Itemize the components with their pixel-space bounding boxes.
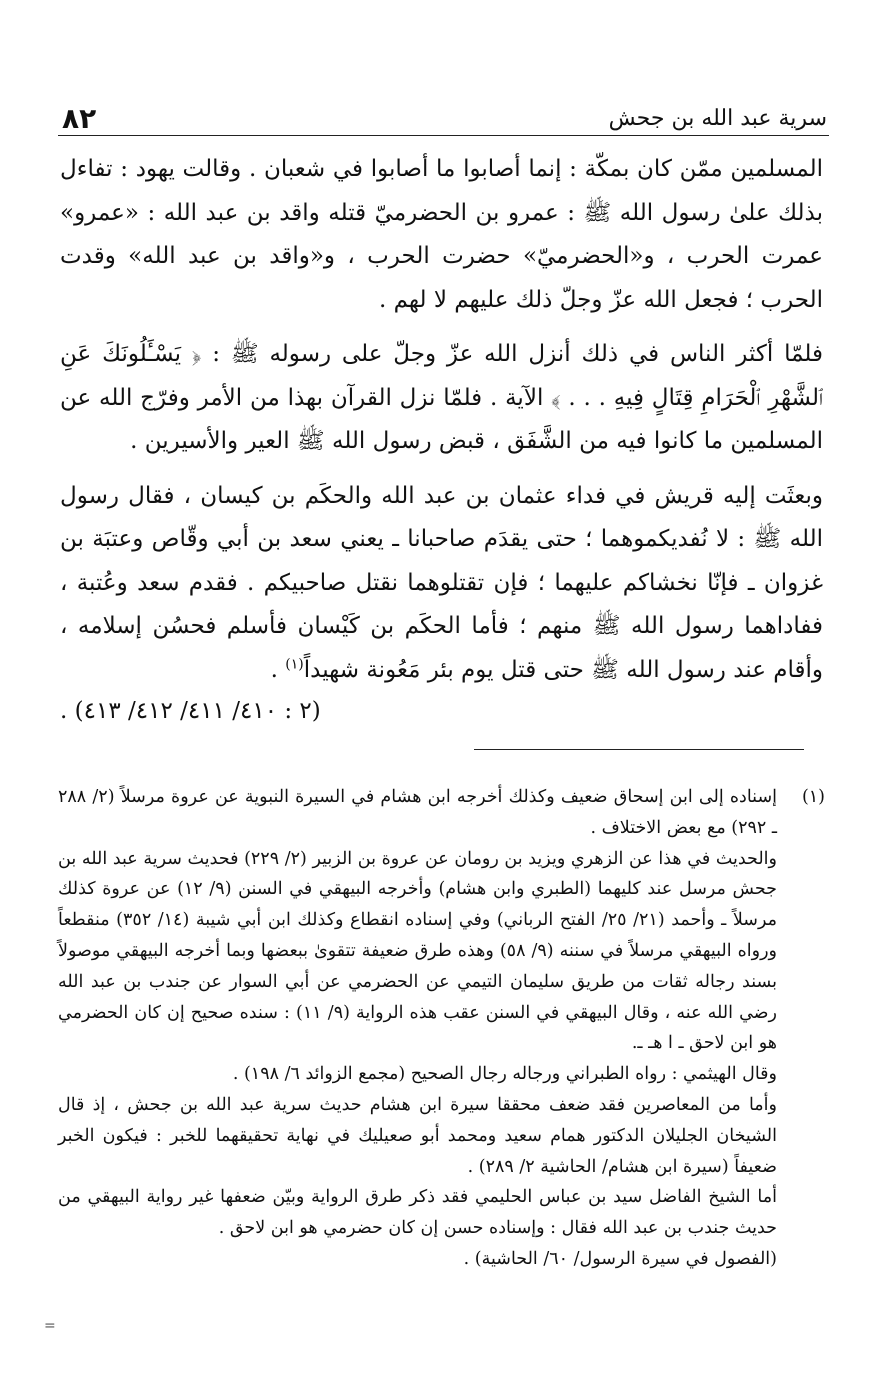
- main-text: [60, 148, 823, 734]
- footnote-body: [58, 782, 777, 1275]
- footnote-paragraph: أما الشيخ الفاضل سيد بن عباس الحليمي فقد ذكر طرق الرواية وبيّن ضعفها غير رواية البيهقي من حديث جندب بن عبد الله فقال : وإسناده حسن إن كان حضرمي هو ابن لاحق .: [58, 1187, 777, 1239]
- footnote-divider: [474, 749, 804, 750]
- footnote-reference[interactable]: (١): [285, 655, 304, 672]
- footnote-marker: (١): [801, 787, 825, 807]
- page-number: ٨٢: [62, 102, 97, 135]
- header-divider: [58, 135, 829, 136]
- footnote-paragraph: والحديث في هذا عن الزهري ويزيد بن رومان عن عروة بن الزبير (٢/ ٢٢٩) فحديث سرية عبد الله بن جحش مرسل عند كليهما (الطبري وابن هشام) وأخرجه البيهقي في السنن (٩/ ١٢) عن عروة كذلك مرسلاً ـ وأحمد (٢١/ ٢٥/ الفتح الرباني) وفي إسناده انقطاع وكذلك ابن أبي شيبة (١٤/ ٣٥٢) منقطعاً ورواه البيهقي مرسلاً في سننه (٩/ ٥٨) وهذه طرق ضعيفة تتقوىٰ ببعضها وبما أخرجه البيهقي موصولاً بسند رجاله ثقات من طريق سليمان التيمي عن الحضرمي عن أبي السوار عن جندب بن عبد الله رضي الله عنه ، وقال البيهقي في السنن عقب هذه الرواية (٩/ ١١) : سنده صحيح إن كان الحضرمي هو ابن لاحق ـ ا هـ ـ.: [58, 848, 777, 1054]
- page-header: [62, 92, 827, 136]
- paragraph-2: فلمّا أكثر الناس في ذلك أنزل الله عزّ وجلّ على رسوله ﷺ : ﴿ يَسْـَٔلُونَكَ عَنِ ٱلشَّهْرِ ٱلْحَرَامِ قِتَالٍ فِيهِ . . . ﴾ الآية . فلمّا نزل القرآن بهذا من الأمر وفرّج الله عن المسلمين ما كانوا فيه من الشَّفَق ، قبض رسول الله ﷺ العير والأسيرين .: [60, 341, 823, 454]
- footnote-paragraph: (الفصول في سيرة الرسول/ ٦٠/ الحاشية) .: [463, 1248, 777, 1269]
- paragraph-3-text: وبعثَت إليه قريش في فداء عثمان بن عبد الله والحكَم بن كيسان ، فقال رسول الله ﷺ : لا نُفديكموهما ؛ حتى يقدَم صاحبانا ـ يعني سعد بن أبي وقّاص وعتبَة بن غزوان ـ فإنّا نخشاكم عليهما ؛ فإن تقتلوهما نقتل صاحبيكم . فقدم سعد وعُتبة ، ففاداهما رسول الله ﷺ منهم ؛ فأما الحكَم بن كَيْسان فأسلم فحسُن إسلامه ، وأقام عند رسول الله ﷺ حتى قتل يوم بئر مَعُونة شهيداً: [60, 482, 823, 683]
- paragraph-1: المسلمين ممّن كان بمكّة : إنما أصابوا ما أصابوا في شعبان . وقالت يهود : تفاءل بذلك علىٰ رسول الله ﷺ : عمرو بن الحضرميّ قتله واقد بن عبد الله : «عمرو» عمرت الحرب ، و«الحضرميّ» حضرت الحرب ، و«واقد بن عبد الله» وقدت الحرب ؛ فجعل الله عزّ وجلّ ذلك عليهم لا لهم .: [60, 156, 823, 313]
- paragraph-3: وبعثَت إليه قريش في فداء عثمان بن عبد الله والحكَم بن كيسان ، فقال رسول الله ﷺ : لا نُفديكموهما ؛ حتى يقدَم صاحبانا ـ يعني سعد بن أبي وقّاص وعتبَة بن غزوان ـ فإنّا نخشاكم عليهما ؛ فإن تقتلوهما نقتل صاحبيكم . فقدم سعد وعُتبة ، ففاداهما رسول الله ﷺ منهم ؛ فأما الحكَم بن كَيْسان فأسلم فحسُن إسلامه ، وأقام عند رسول الله ﷺ حتى قتل يوم بئر مَعُونة شهيداً$^{(١)}$ .: [60, 482, 823, 683]
- volume-page-citation: (٢ : ٤١٠/ ٤١١/ ٤١٢/ ٤١٣) .: [60, 698, 321, 724]
- footnote-paragraph: إسناده إلى ابن إسحاق ضعيف وكذلك أخرجه ابن هشام في السيرة النبوية عن عروة مرسلاً (٢/ ٢٨٨ ـ ٢٩٢) مع بعض الاختلاف .: [58, 787, 777, 838]
- footnote-1: [58, 782, 825, 1275]
- footnote-paragraph: وأما من المعاصرين فقد ضعف محققا سيرة ابن هشام حديث سرية عبد الله بن جحش ، إذ قال الشيخان الجليلان الدكتور همام سعيد ومحمد أبو صعيليك في نهاية تحقيقهما للخبر : فيكون الخبر ضعيفاً (سيرة ابن هشام/ الحاشية ٢/ ٢٨٩) .: [58, 1094, 777, 1177]
- running-title: سرية عبد الله بن جحش: [608, 106, 827, 131]
- margin-mark: =: [44, 1318, 56, 1334]
- footnote-paragraph: وقال الهيثمي : رواه الطبراني ورجاله رجال الصحيح (مجمع الزوائد ٦/ ١٩٨) .: [232, 1064, 777, 1085]
- footnotes: [58, 782, 825, 1275]
